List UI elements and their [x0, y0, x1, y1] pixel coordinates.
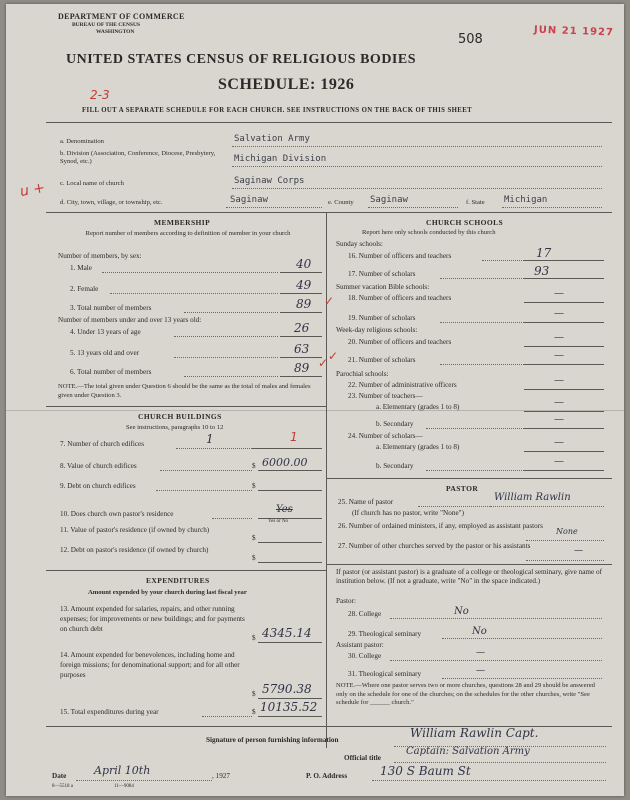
- q19-value: —: [554, 308, 564, 319]
- q2-value: 49: [296, 278, 312, 292]
- q25-note: (If church has no pastor, write "None"): [352, 509, 464, 517]
- buildings-intro: See instructions, paragraphs 10 to 12: [126, 424, 224, 431]
- q16-value: 17: [536, 246, 552, 260]
- q5-value: 63: [294, 342, 310, 356]
- q7-label: 7. Number of church edifices: [60, 440, 145, 448]
- q11-label: 11. Value of pastor's residence (if owned by church): [60, 526, 210, 534]
- buildings-title: CHURCH BUILDINGS: [138, 412, 222, 421]
- q1-value: 40: [296, 257, 312, 271]
- summer-schools: Summer vacation Bible schools:: [336, 283, 430, 291]
- q28-label: 28. College: [348, 610, 382, 618]
- q26-value: None: [556, 527, 578, 536]
- assistant-sub: Assistant pastor:: [336, 641, 384, 649]
- q16-label: 16. Number of officers and teachers: [348, 252, 452, 260]
- official-title-label: Official title: [344, 754, 381, 762]
- q30-label: 30. College: [348, 652, 382, 660]
- q13-label: 13. Amount expended for salaries, repairs, and other running expenses; for improvements or new buildings; and for payments on church debt: [60, 605, 245, 633]
- q18-label: 18. Number of officers and teachers: [348, 294, 452, 302]
- q31-value: —: [476, 666, 485, 676]
- q22-label: 22. Number of administrative officers: [348, 381, 457, 389]
- q29-value: No: [472, 626, 487, 637]
- parochial-schools: Parochial schools:: [336, 370, 389, 378]
- official-title-value: Captain: Salvation Army: [406, 746, 530, 757]
- q24b-label: b. Secondary: [376, 462, 414, 470]
- pastor-sub: Pastor:: [336, 597, 356, 605]
- members-by-age: Number of members under and over 13 years old:: [58, 316, 202, 324]
- schedule-year: SCHEDULE: 1926: [218, 76, 355, 93]
- schools-intro: Report here only schools conducted by this church: [362, 229, 496, 236]
- q26-label: 26. Number of ordained ministers, if any, employed as assistant pastors: [338, 522, 543, 530]
- q14-label: 14. Amount expended for benevolences, including home and foreign missions; for denominational support; and for all other purposes: [60, 651, 240, 679]
- q10-label: 10. Does church own pastor's residence: [60, 510, 174, 518]
- division-value: Michigan Division: [234, 154, 327, 164]
- sunday-schools: Sunday schools:: [336, 240, 383, 248]
- po-address-label: P. O. Address: [306, 772, 348, 780]
- instruction-line: FILL OUT A SEPARATE SCHEDULE FOR EACH CHURCH. SEE INSTRUCTIONS ON THE BACK OF THIS SHEET: [82, 107, 473, 114]
- check-mark: 1: [290, 430, 298, 444]
- county-label: e. County: [328, 199, 354, 206]
- q22-value: —: [554, 375, 564, 386]
- check-mark: ✓: [324, 294, 335, 308]
- q23a-value: —: [554, 397, 564, 408]
- signature-value: William Rawlin Capt.: [410, 726, 539, 740]
- signature-label: Signature of person furnishing information: [206, 736, 339, 744]
- q8-value: 6000.00: [262, 456, 308, 469]
- po-address-value: 130 S Baum St: [380, 764, 471, 778]
- q10-value: Yes or No: [268, 519, 289, 524]
- q21-value: —: [554, 350, 564, 361]
- q20-label: 20. Number of officers and teachers: [348, 338, 452, 346]
- q17-label: 17. Number of scholars: [348, 270, 416, 278]
- check-mark: ✓: [328, 349, 339, 363]
- q24b-value: —: [554, 456, 564, 467]
- q4-label: 4. Under 13 years of age: [70, 328, 141, 336]
- q12-label: 12. Debt on pastor's residence (if owned by church): [60, 546, 209, 554]
- q6-label: 6. Total number of members: [70, 368, 152, 376]
- year-value: , 1927: [212, 772, 230, 780]
- q27-value: —: [574, 546, 583, 556]
- q21-label: 21. Number of scholars: [348, 356, 416, 364]
- city-label: d. City, town, village, or township, etc.: [60, 199, 163, 206]
- q5-label: 5. 13 years old and over: [70, 349, 140, 357]
- q3-label: 3. Total number of members: [70, 304, 152, 312]
- q23b-label: b. Secondary: [376, 420, 414, 428]
- q4-value: 26: [294, 321, 310, 335]
- expenditures-intro: Amount expended by your church during last fiscal year: [88, 589, 247, 596]
- division-label: b. Division (Association, Conference, Diocese, Presbytery, Synod, etc.): [60, 150, 216, 165]
- membership-note: NOTE.—The total given under Question 6 should be the same as the total of males and females given under Question 3.: [58, 383, 311, 399]
- q31-label: 31. Theological seminary: [348, 670, 422, 678]
- members-by-sex: Number of members, by sex:: [58, 252, 142, 260]
- college-intro: If pastor (or assistant pastor) is a graduate of a college or theological seminary, give name of institution below. (If not a graduate, write "No" in the space indicated.): [336, 568, 602, 585]
- membership-intro: Report number of members according to definition of member in your church: [85, 230, 291, 237]
- serial-number: 508: [458, 32, 483, 47]
- bureau-name: BUREAU OF THE CENSUS: [72, 22, 141, 28]
- q3-value: 89: [296, 297, 312, 311]
- state-label: f. State: [466, 199, 485, 206]
- q8-label: 8. Value of church edifices: [60, 462, 137, 470]
- q19-label: 19. Number of scholars: [348, 314, 416, 322]
- red-code-mark: 2-3: [90, 88, 110, 102]
- department-name: DEPARTMENT OF COMMERCE: [58, 12, 185, 21]
- q23b-value: —: [554, 414, 564, 425]
- form-title: UNITED STATES CENSUS OF RELIGIOUS BODIES: [66, 52, 417, 67]
- q20-value: —: [554, 332, 564, 343]
- census-schedule-page: DEPARTMENT OF COMMERCE BUREAU OF THE CENSUS WASHINGTON 508 JUN 21 1927 UNITED STATES CENSUS OF RELIGIOUS BODIES SCHEDULE: 1926 2-3 FILL OUT A SEPARATE SCHEDULE FOR EACH CHURCH. SEE INSTRUCTIONS ON THE BACK OF THIS SHEET u + a. Denomination Salvation Army b. Division (Association, Conference, Diocese, Presbytery, Synod, etc.) Michigan Division c. Local name of church Saginaw Corps d. City, town, village, or township, etc. Saginaw e. County Saginaw f. State Michigan MEMBERSHIP Report number of members according to definition of member in your church Number of members, by sex: 1. Male 40 2. Female 49 3. Total number of members 89 ✓ Number of members under and over 13 years old: 4. Under 13 years of age 26 5. 13 years old and over 63 6. Total number of members 89 ✓ NOTE.—The total given under Question 6 should be the same as the total of males and females given under Question 3. CHURCH BUILDINGS See instructions, paragraphs 10 to 12 7. Number of church edifices 1 1 8. Value of church edifices $ 6000.00 9. Debt on church edifices $ 10. Does church own pastor's residence Yes Yes or No 11. Value of pastor's residence (if owned by church) $ 12. Debt on pastor's residence (if owned by church) $ EXPENDITURES Amount expended by your church during last fiscal year 13. Amount expended for salaries, repairs, and other running expenses; for improvements or new buildings; and for payments on church debt $ 4345.14 14. Amount expended for benevolences, including home and foreign missions; for denominational support; and for all other purposes $ 5790.38 15. Total expenditures during year $ 10135.52 CHURCH SCHOOLS Report here only schools conducted by this church Sunday schools: 16. Number of officers and teachers 17 17. Number of scholars 93 Summer vacation Bible schools: 18. Number of officers and teachers — 19. Number of scholars — Week-day religious schools: 20. Number of officers and teachers — 21. Number of scholars — ✓ Parochial schools: 22. Number of administrative officers — 23. Number of teachers— a. Elementary (grades 1 to 8) — b. Secondary — 24. Number of scholars— a. Elementary (grades 1 to 8) — b. Secondary — PASTOR 25. Name of pastor William Rawlin (If church has no pastor, write "None") 26. Number of ordained ministers, if any, employed as assistant pastors None 27. Number of other churches served by the pastor or his assistants — If pastor (or assistant pastor) is a graduate of a college or theological seminary, give name of institution below. (If not a graduate, write "No" in the space indicated.) Pastor: 28. College No 29. Theological seminary No Assistant pastor: 30. College — 31. Theological seminary — NOTE.—Where one pastor serves two or more churches, questions 28 and 29 should be answered only on the schedule for one of the churches; on the schedules for the other churches, write "See schedule for ______ church." Signature of person furnishing information William Rawlin Capt. Official title Captain: Salvation Army Date April 10th , 1927 P. O. Address 130 S Baum St 8—5518 a 11—9084: [6, 4, 624, 796]
- received-date-stamp: JUN 21 1927: [533, 24, 615, 39]
- q23a-label: a. Elementary (grades 1 to 8): [376, 403, 460, 411]
- membership-title: MEMBERSHIP: [154, 218, 211, 227]
- weekday-schools: Week-day religious schools:: [336, 326, 418, 334]
- q14-value: 5790.38: [262, 682, 312, 696]
- q13-value: 4345.14: [262, 626, 312, 640]
- q15-value: 10135.52: [260, 700, 318, 714]
- pastor-note: NOTE.—Where one pastor serves two or more churches, questions 28 and 29 should be answered only on the schedule for one of the churches; on the schedules for the other churches, write "See schedule for ______ church.": [336, 682, 595, 706]
- q15-label: 15. Total expenditures during year: [60, 708, 159, 716]
- city-name: WASHINGTON: [96, 29, 135, 35]
- q30-value: —: [476, 648, 485, 658]
- expenditures-title: EXPENDITURES: [146, 576, 210, 585]
- q23-label: 23. Number of teachers—: [348, 392, 423, 400]
- q28-value: No: [454, 606, 469, 617]
- denomination-label: a. Denomination: [60, 138, 104, 145]
- q24-label: 24. Number of scholars—: [348, 432, 423, 440]
- q24a-value: —: [554, 437, 564, 448]
- date-value: April 10th: [94, 764, 151, 777]
- q9-label: 9. Debt on church edifices: [60, 482, 136, 490]
- local-name-label: c. Local name of church: [60, 180, 124, 187]
- q17-value: 93: [534, 264, 550, 278]
- county-value: Saginaw: [370, 195, 408, 205]
- pastor-title: PASTOR: [446, 484, 479, 493]
- print-code: 11—9084: [114, 784, 134, 789]
- schools-title: CHURCH SCHOOLS: [426, 218, 504, 227]
- city-value: Saginaw: [230, 195, 268, 205]
- q10-strike: Yes: [276, 504, 293, 515]
- q2-label: 2. Female: [70, 285, 99, 293]
- denomination-value: Salvation Army: [234, 134, 310, 144]
- q24a-label: a. Elementary (grades 1 to 8): [376, 443, 460, 451]
- margin-mark: u +: [18, 179, 47, 201]
- q29-label: 29. Theological seminary: [348, 630, 422, 638]
- q7-value: 1: [206, 432, 214, 446]
- q18-value: —: [554, 288, 564, 299]
- form-number: 8—5518 a: [52, 784, 73, 789]
- q25-value: William Rawlin: [494, 492, 571, 503]
- q6-value: 89: [294, 361, 310, 375]
- local-name-value: Saginaw Corps: [234, 176, 305, 186]
- q25-label: 25. Name of pastor: [338, 498, 394, 506]
- state-value: Michigan: [504, 195, 548, 205]
- date-label: Date: [52, 772, 67, 780]
- check-mark: ✓: [318, 356, 329, 370]
- q27-label: 27. Number of other churches served by the pastor or his assistants: [338, 542, 531, 550]
- q1-label: 1. Male: [70, 264, 92, 272]
